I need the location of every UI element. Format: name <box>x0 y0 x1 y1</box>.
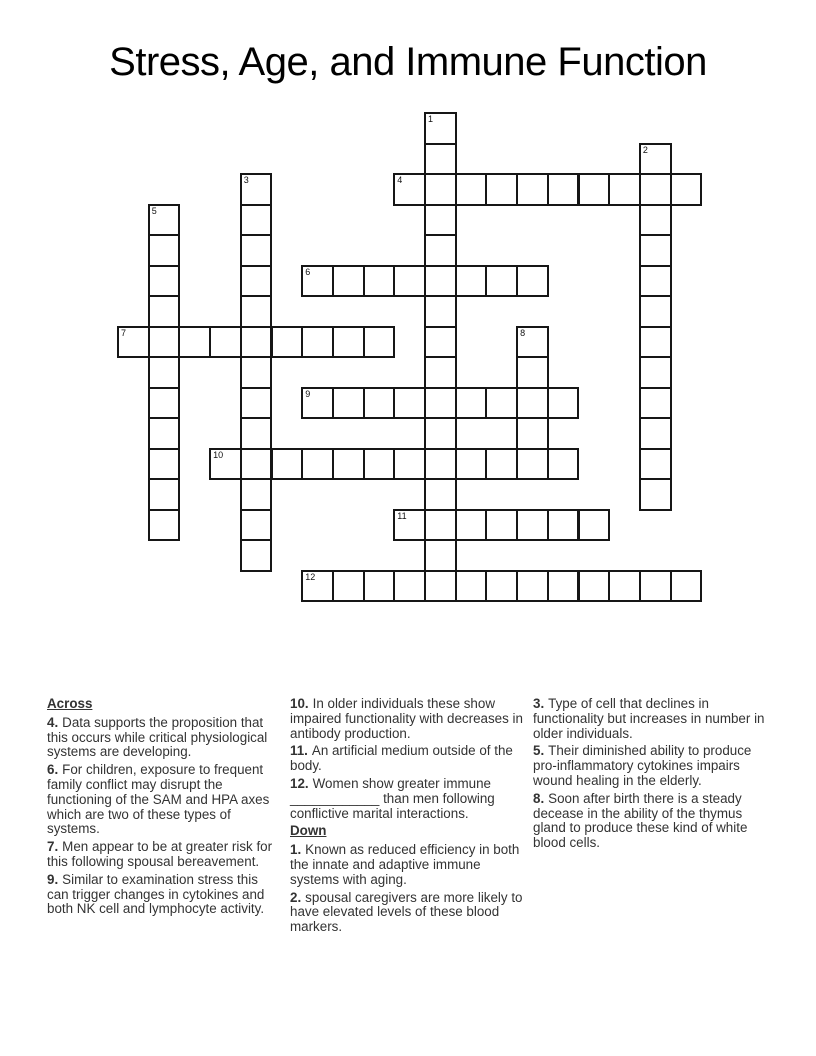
grid-cell[interactable] <box>639 356 672 389</box>
grid-cell[interactable] <box>608 570 641 603</box>
grid-cell[interactable] <box>148 204 181 237</box>
clue-across-10 <box>290 697 526 741</box>
across-heading: Across <box>47 696 93 711</box>
grid-cell[interactable] <box>240 387 273 420</box>
grid-cell[interactable] <box>332 265 365 298</box>
cell-number: 8 <box>520 327 526 338</box>
grid-cell[interactable] <box>424 295 457 328</box>
grid-cell[interactable] <box>670 173 703 206</box>
grid-cell[interactable] <box>393 387 426 420</box>
clue-number: 4. <box>47 714 59 730</box>
clue-across-11 <box>290 744 526 774</box>
clue-down-8 <box>533 792 769 851</box>
clue-number: 11. <box>290 743 308 759</box>
clue-text: Data supports the proposition that this occurs while critical physiological systems are developing. <box>47 714 268 760</box>
grid-cell[interactable] <box>639 173 672 206</box>
grid-cell[interactable] <box>547 387 580 420</box>
clue-text: Soon after birth there is a steady decease in the ability of the thymus gland to produce these kind of white blood cells. <box>533 790 748 851</box>
grid-cell[interactable] <box>424 417 457 450</box>
grid-cell[interactable] <box>424 539 457 572</box>
grid-cell[interactable] <box>148 356 181 389</box>
grid-cell[interactable] <box>332 387 365 420</box>
grid-cell[interactable] <box>485 570 518 603</box>
grid-cell[interactable] <box>516 356 549 389</box>
grid-cell[interactable] <box>148 326 181 359</box>
clue-down-2 <box>290 891 526 935</box>
grid-cell[interactable] <box>240 509 273 542</box>
grid-cell[interactable] <box>178 326 211 359</box>
grid-cell[interactable] <box>424 326 457 359</box>
grid-cell[interactable] <box>455 570 488 603</box>
grid-cell[interactable] <box>424 356 457 389</box>
clue-number: 9. <box>47 871 59 887</box>
grid-cell[interactable] <box>424 204 457 237</box>
grid-cell[interactable] <box>455 173 488 206</box>
grid-cell[interactable] <box>393 509 426 542</box>
clue-across-4 <box>47 716 283 760</box>
grid-cell[interactable] <box>240 417 273 450</box>
page-title: Stress, Age, and Immune Function <box>109 40 707 84</box>
grid-cell[interactable] <box>240 265 273 298</box>
grid-cell[interactable] <box>240 295 273 328</box>
grid-cell[interactable] <box>363 265 396 298</box>
clue-text: In older individuals these show impaired functionality with decreases in antibody production. <box>290 696 523 741</box>
clue-text: Men appear to be at greater risk for this following spousal bereavement. <box>47 839 273 869</box>
grid-cell[interactable] <box>301 265 334 298</box>
grid-cell[interactable] <box>332 570 365 603</box>
grid-cell[interactable] <box>271 326 304 359</box>
grid-cell[interactable] <box>578 173 611 206</box>
grid-cell[interactable] <box>639 234 672 267</box>
grid-cell[interactable] <box>578 509 611 542</box>
grid-cell[interactable] <box>148 448 181 481</box>
grid-cell[interactable] <box>455 448 488 481</box>
grid-cell[interactable] <box>332 326 365 359</box>
grid-cell[interactable] <box>455 265 488 298</box>
grid-cell[interactable] <box>424 265 457 298</box>
grid-cell[interactable] <box>639 387 672 420</box>
grid-cell[interactable] <box>240 234 273 267</box>
grid-cell[interactable] <box>485 387 518 420</box>
cell-number: 2 <box>642 144 648 155</box>
clue-text: An artificial medium outside of the body. <box>290 743 513 774</box>
clue-number: 8. <box>533 790 545 806</box>
grid-cell[interactable] <box>516 387 549 420</box>
clue-text: Similar to examination stress this can trigger changes in cytokines and both NK cell and lymphocyte activity. <box>47 871 265 917</box>
grid-cell[interactable] <box>209 326 242 359</box>
grid-cell[interactable] <box>485 448 518 481</box>
clue-text: spousal caregivers are more likely to have elevated levels of these blood markers. <box>290 889 523 935</box>
grid-cell[interactable] <box>148 265 181 298</box>
grid-cell[interactable] <box>240 173 273 206</box>
grid-cell[interactable] <box>424 387 457 420</box>
grid-cell[interactable] <box>117 326 150 359</box>
grid-cell[interactable] <box>455 387 488 420</box>
clue-number: 5. <box>533 743 545 759</box>
grid-cell[interactable] <box>424 173 457 206</box>
down-heading: Down <box>290 823 327 839</box>
grid-cell[interactable] <box>424 478 457 511</box>
grid-cell[interactable] <box>148 234 181 267</box>
grid-cell[interactable] <box>424 448 457 481</box>
cell-number: 1 <box>428 114 434 124</box>
grid-cell[interactable] <box>240 478 273 511</box>
grid-cell[interactable] <box>393 265 426 298</box>
grid-cell[interactable] <box>455 509 488 542</box>
grid-cell[interactable] <box>363 570 396 603</box>
clue-column-1 <box>47 697 283 920</box>
grid-cell[interactable] <box>639 570 672 603</box>
clue-text: Type of cell that declines in functionality but increases in number in older individuals. <box>533 696 765 741</box>
grid-cell[interactable] <box>393 448 426 481</box>
grid-cell[interactable] <box>516 173 549 206</box>
clue-number: 10. <box>290 696 309 711</box>
grid-cell[interactable] <box>424 234 457 267</box>
grid-cell[interactable] <box>547 448 580 481</box>
cell-number: 7 <box>121 327 127 338</box>
cell-number: 10 <box>213 449 224 460</box>
cell-number: 12 <box>305 571 316 582</box>
clue-across-6 <box>47 763 283 837</box>
grid-cell[interactable] <box>148 478 181 511</box>
grid-cell[interactable] <box>271 448 304 481</box>
grid-cell[interactable] <box>301 387 334 420</box>
grid-cell[interactable] <box>393 173 426 206</box>
clue-column-2 <box>290 697 526 938</box>
clue-number: 3. <box>533 696 545 711</box>
grid-cell[interactable] <box>516 448 549 481</box>
grid-cell[interactable] <box>639 295 672 328</box>
grid-cell[interactable] <box>639 478 672 511</box>
clue-text: Their diminished ability to produce pro-inflammatory cytokines impairs wound healing in the elderly. <box>533 743 752 788</box>
grid-cell[interactable] <box>424 143 457 176</box>
grid-cell[interactable] <box>639 448 672 481</box>
cell-number: 3 <box>243 175 249 185</box>
grid-cell[interactable] <box>485 265 518 298</box>
clue-number: 12. <box>290 775 309 791</box>
clue-column-3 <box>533 697 769 854</box>
clue-across-9 <box>47 873 283 917</box>
grid-cell[interactable] <box>301 570 334 603</box>
grid-cell[interactable] <box>639 143 672 176</box>
grid-cell[interactable] <box>485 173 518 206</box>
grid-cell[interactable] <box>516 326 549 359</box>
grid-cell[interactable] <box>485 509 518 542</box>
clue-number: 1. <box>290 842 302 858</box>
grid-cell[interactable] <box>639 326 672 359</box>
clue-number: 6. <box>47 762 59 778</box>
grid-cell[interactable] <box>547 173 580 206</box>
grid-cell[interactable] <box>363 448 396 481</box>
grid-cell[interactable] <box>148 387 181 420</box>
grid-cell[interactable] <box>516 417 549 450</box>
grid-cell[interactable] <box>547 570 580 603</box>
clue-across-7 <box>47 840 283 870</box>
grid-cell[interactable] <box>240 539 273 572</box>
grid-cell[interactable] <box>301 326 334 359</box>
cell-number: 9 <box>305 388 311 399</box>
clue-number: 7. <box>47 839 59 855</box>
crossword-grid <box>117 112 703 602</box>
cell-number: 4 <box>397 175 403 185</box>
cell-number: 5 <box>151 205 157 216</box>
grid-cell[interactable] <box>670 570 703 603</box>
grid-cell[interactable] <box>332 448 365 481</box>
grid-cell[interactable] <box>424 570 457 603</box>
clue-number: 2. <box>290 889 302 905</box>
clue-across-12 <box>290 777 526 821</box>
clue-down-1 <box>290 843 526 887</box>
grid-cell[interactable] <box>363 326 396 359</box>
grid-cell[interactable] <box>240 356 273 389</box>
grid-cell[interactable] <box>363 387 396 420</box>
grid-cell[interactable] <box>639 204 672 237</box>
grid-cell[interactable] <box>424 112 457 145</box>
grid-cell[interactable] <box>424 509 457 542</box>
grid-cell[interactable] <box>516 265 549 298</box>
grid-cell[interactable] <box>148 417 181 450</box>
grid-cell[interactable] <box>148 295 181 328</box>
grid-cell[interactable] <box>240 204 273 237</box>
grid-cell[interactable] <box>240 326 273 359</box>
grid-cell[interactable] <box>639 265 672 298</box>
grid-cell[interactable] <box>516 509 549 542</box>
grid-cell[interactable] <box>393 570 426 603</box>
clue-text: Women show greater immune ____________ than men following conflictive marital interactions. <box>290 775 495 821</box>
grid-cell[interactable] <box>209 448 242 481</box>
grid-cell[interactable] <box>608 173 641 206</box>
grid-cell[interactable] <box>240 448 273 481</box>
grid-cell[interactable] <box>547 509 580 542</box>
clue-down-3 <box>533 697 769 741</box>
grid-cell[interactable] <box>516 570 549 603</box>
grid-cell[interactable] <box>148 509 181 542</box>
clue-down-5 <box>533 744 769 788</box>
clue-text: For children, exposure to frequent family conflict may disrupt the functioning of the SAM and HPA axes which are two of these types of systems. <box>47 762 270 837</box>
grid-cell[interactable] <box>639 417 672 450</box>
clue-text: Known as reduced efficiency in both the innate and adaptive immune systems with aging. <box>290 842 520 887</box>
grid-cell[interactable] <box>301 448 334 481</box>
cell-number: 11 <box>397 510 407 521</box>
cell-number: 6 <box>305 266 311 277</box>
grid-cell[interactable] <box>578 570 611 603</box>
